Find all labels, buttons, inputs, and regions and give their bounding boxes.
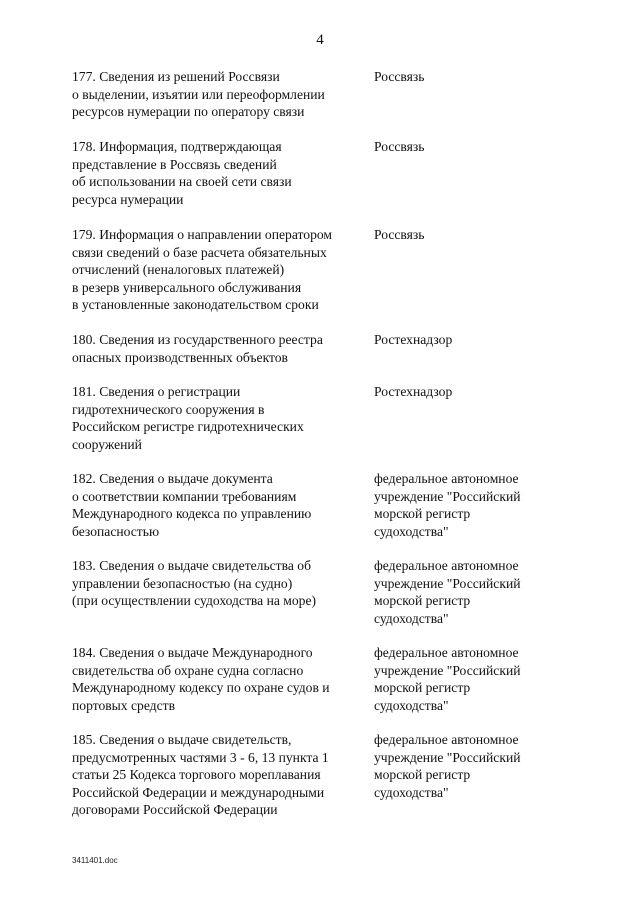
entry-line: статьи 25 Кодекса торгового мореплавания	[72, 767, 321, 782]
org-line: учреждение "Российский	[374, 575, 521, 591]
org-line: Россвязь	[374, 227, 425, 242]
org-line: федеральное автономное	[374, 558, 519, 573]
org-line: учреждение "Российский	[374, 662, 521, 678]
org-line: федеральное автономное	[374, 645, 519, 660]
org-line: судоходства"	[374, 784, 449, 800]
entry-line: (при осуществлении судоходства на море)	[72, 593, 317, 608]
entry-description	[72, 68, 368, 121]
entry-description	[72, 226, 368, 314]
entry-organization	[374, 331, 574, 349]
entry-line: 178. Информация, подтверждающая	[72, 139, 282, 154]
entry-line: ресурса нумерации	[72, 191, 184, 207]
entry-line: Российском регистре гидротехнических	[72, 419, 304, 434]
entry-line: в установленные законодательством сроки	[72, 297, 319, 312]
org-line: морской регистр	[374, 680, 471, 695]
org-line: федеральное автономное	[374, 732, 519, 747]
org-line: учреждение "Российский	[374, 749, 521, 765]
org-line: судоходства"	[374, 523, 449, 539]
entry-line: о выделении, изъятии или переоформлении	[72, 86, 325, 102]
entry-line: портовых средств	[72, 697, 175, 713]
org-line: Ростехнадзор	[374, 384, 453, 399]
org-line: судоходства"	[374, 697, 449, 713]
entry-line: об использовании на своей сети связи	[72, 174, 292, 189]
entry-line: 181. Сведения о регистрации	[72, 384, 241, 399]
entry-description	[72, 644, 368, 714]
org-line: Россвязь	[374, 69, 425, 84]
org-line: Россвязь	[374, 139, 425, 154]
entry-description	[72, 331, 368, 366]
entry-line: управлении безопасностью (на судно)	[72, 575, 293, 591]
entry-line: свидетельства об охране судна согласно	[72, 662, 304, 678]
entry-line: договорами Российской Федерации	[72, 802, 278, 817]
org-line: федеральное автономное	[374, 471, 519, 486]
entry-description	[72, 383, 368, 453]
entry-line: 182. Сведения о выдаче документа	[72, 471, 273, 486]
entry-line: опасных производственных объектов	[72, 349, 288, 365]
entry-line: 180. Сведения из государственного реестра	[72, 332, 323, 347]
entry-organization	[374, 644, 574, 714]
entry-organization	[374, 383, 574, 401]
org-line: Ростехнадзор	[374, 332, 453, 347]
entry-line: 177. Сведения из решений Россвязи	[72, 69, 280, 84]
entry-line: ресурсов нумерации по оператору связи	[72, 104, 305, 119]
entry-line: отчислений (неналоговых платежей)	[72, 262, 285, 277]
entry-organization	[374, 470, 574, 540]
entry-description	[72, 138, 368, 208]
entry-line: 179. Информация о направлении оператором	[72, 227, 333, 242]
entry-line: 184. Сведения о выдаче Международного	[72, 645, 313, 660]
entry-line: представление в Россвязь сведений	[72, 156, 277, 172]
footer-file-name: 3411401.doc	[72, 856, 118, 865]
entry-line: о соответствии компании требованиям	[72, 488, 297, 504]
entry-line: 183. Сведения о выдаче свидетельства об	[72, 558, 312, 573]
page-number: 4	[316, 32, 324, 48]
entry-organization	[374, 68, 574, 86]
entry-line: сооружений	[72, 436, 142, 452]
entry-line: 185. Сведения о выдаче свидетельств,	[72, 732, 292, 747]
entry-line: связи сведений о базе расчета обязательных	[72, 244, 327, 260]
org-line: учреждение "Российский	[374, 488, 521, 504]
entry-line: Международному кодексу по охране судов и	[72, 680, 330, 695]
entry-line: Международного кодекса по управлению	[72, 506, 312, 521]
entry-description	[72, 557, 368, 610]
org-line: морской регистр	[374, 593, 471, 608]
org-line: морской регистр	[374, 506, 471, 521]
entry-description	[72, 470, 368, 540]
entry-line: гидротехнического сооружения в	[72, 401, 265, 417]
entry-description	[72, 731, 368, 819]
entry-organization	[374, 557, 574, 627]
entry-line: в резерв универсального обслуживания	[72, 279, 302, 295]
entry-line: безопасностью	[72, 523, 160, 539]
org-line: судоходства"	[374, 610, 449, 626]
entry-line: Российской Федерации и международными	[72, 784, 325, 800]
entry-organization	[374, 226, 574, 244]
entry-line: предусмотренных частями 3 - 6, 13 пункта 1	[72, 749, 329, 765]
org-line: морской регистр	[374, 767, 471, 782]
entry-organization	[374, 731, 574, 801]
entry-organization	[374, 138, 574, 156]
